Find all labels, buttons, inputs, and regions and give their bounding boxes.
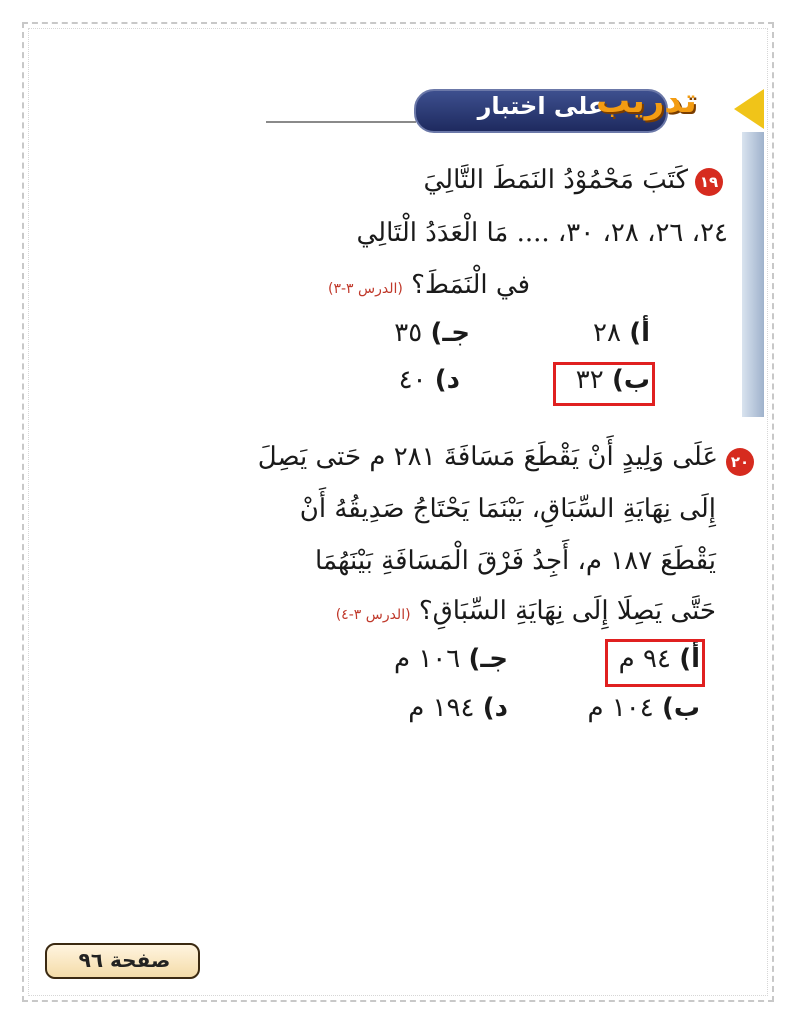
- option-b[interactable]: [587, 693, 700, 723]
- question-20-line-1: عَلَى وَلِيدٍ أَنْ يَقْطَعَ مَسَافَةَ ٢٨١ م حَتى يَصِلَ: [257, 442, 718, 472]
- header-pill-text: على اختبار: [477, 92, 605, 120]
- option-value: ٢٨: [593, 318, 621, 348]
- option-d[interactable]: [408, 693, 508, 723]
- question-20-line-3: يَقْطَعَ ١٨٧ م، أَجِدُ فَرْقَ الْمَسَافَةِ بَيْنَهُمَا: [315, 546, 716, 576]
- option-value: ١٠٤ م: [587, 693, 654, 723]
- option-d[interactable]: [399, 365, 460, 395]
- question-19-line-3: [328, 270, 530, 300]
- option-c[interactable]: [394, 644, 508, 674]
- question-20-line-2: إِلَى نِهَايَةِ السِّبَاقِ، بَيْنَمَا يَحْتَاجُ صَدِيقُهُ أَنْ: [299, 494, 716, 524]
- option-letter: أ): [629, 318, 650, 348]
- question-number-badge: ١٩: [695, 168, 723, 196]
- question-19-line-2: ٢٤، ٢٦، ٢٨، ٣٠، .... مَا الْعَدَدُ الْتَالِي: [356, 218, 728, 248]
- page-number-label: [45, 943, 200, 979]
- answer-highlight: [553, 362, 655, 406]
- option-letter: د): [434, 365, 460, 395]
- page-number-text: صفحة ٩٦: [78, 948, 171, 972]
- option-letter: جـ): [430, 318, 470, 348]
- question-20-line-4: [336, 596, 716, 626]
- option-value: ٣٢: [575, 365, 604, 395]
- header-badge: [588, 79, 738, 131]
- question-19-text: في الْنَمَطَ؟: [411, 270, 530, 300]
- option-letter: جـ): [468, 644, 508, 674]
- option-letter: ب): [611, 365, 650, 395]
- option-c[interactable]: [394, 318, 470, 348]
- option-a[interactable]: [593, 318, 650, 348]
- question-number-badge: ٢٠: [726, 448, 754, 476]
- question-19-line-1: كَتَبَ مَحْمُوْدُ النَمَطَ التَّالِيَ: [423, 165, 688, 195]
- option-value: ٣٥: [394, 318, 423, 348]
- option-value: ٩٤ م: [618, 644, 671, 674]
- lesson-reference: (الدرس ٣-٤): [335, 607, 411, 623]
- question-20-text: حَتَّى يَصِلَا إِلَى نِهَايَةِ السِّبَاقِ؟: [418, 596, 716, 626]
- option-value: ١٠٦ م: [393, 644, 461, 674]
- option-letter: د): [482, 693, 508, 723]
- answer-highlight: [605, 639, 705, 687]
- side-bar: [742, 132, 764, 417]
- header-badge-text: تدريب: [596, 81, 697, 121]
- lesson-reference: (الدرس ٣-٣): [327, 281, 403, 297]
- option-value: ٤٠: [398, 365, 427, 395]
- triangle-marker-icon: [734, 89, 764, 129]
- option-value: ١٩٤ م: [408, 693, 475, 723]
- header-rule: [266, 121, 416, 123]
- option-letter: أ): [679, 644, 700, 674]
- section-header: [408, 73, 768, 148]
- option-letter: ب): [661, 693, 700, 723]
